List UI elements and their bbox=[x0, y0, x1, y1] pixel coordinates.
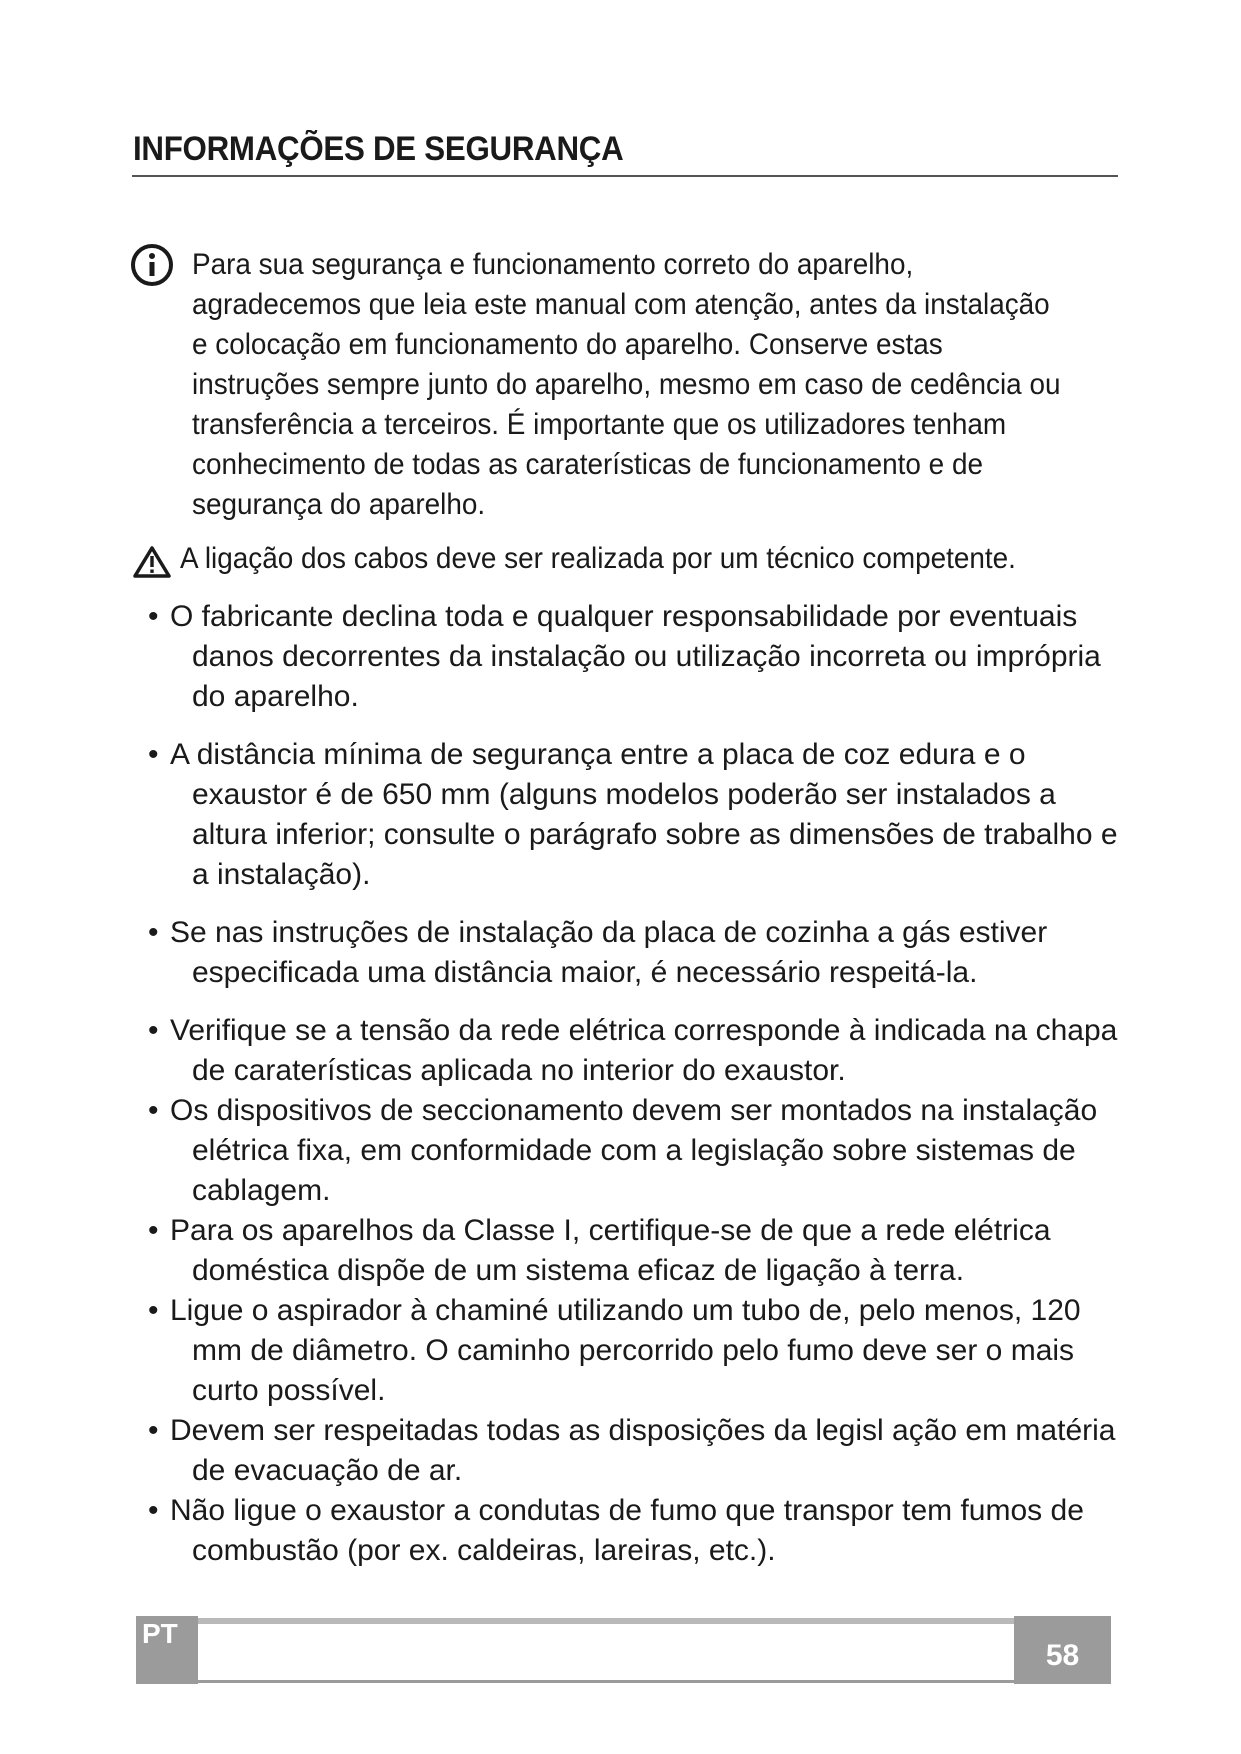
bullet-marker: • bbox=[148, 1214, 159, 1247]
list-item-text: O fabricante declina toda e qualquer responsabilidade por eventuais danos decorrentes da instalação ou utilização incorreta ou imprópria do aparelho. bbox=[170, 600, 1101, 713]
list-item-text: Para os aparelhos da Classe I, certifique-se de que a rede elétrica doméstica dispõe de um sistema eficaz de ligação à terra. bbox=[170, 1214, 1051, 1287]
list-item bbox=[130, 1091, 1130, 1211]
footer-bar bbox=[136, 1618, 1111, 1624]
list-item-text: A distância mínima de segurança entre a placa de coz edura e o exaustor é de 650 mm (alguns modelos poderão ser instalados a altura inferior; consulte o parágrafo sobre as dimensões de trabalho e a instalação). bbox=[170, 738, 1118, 891]
list-item-text: Ligue o aspirador à chaminé utilizando um tubo de, pelo menos, 120 mm de diâmetro. O caminho percorrido pelo fumo deve ser o mais curto possível. bbox=[170, 1294, 1081, 1407]
warning-triangle-icon bbox=[132, 545, 172, 590]
page-title: INFORMAÇÕES DE SEGURANÇA bbox=[133, 130, 624, 168]
title-underline bbox=[132, 175, 1118, 177]
bullet-marker: • bbox=[148, 1494, 159, 1527]
list-item bbox=[130, 1411, 1130, 1491]
list-item bbox=[130, 1011, 1130, 1091]
bullet-marker: • bbox=[148, 1414, 159, 1447]
info-text: Para sua segurança e funcionamento correto do aparelho, agradecemos que leia este manual com atenção, antes da instalação e colocação em funcionamento do aparelho. Conserve estas instruções sempre junto do aparelho, mesmo em caso de cedência ou transferência a terceiros. É importante que os utilizadores tenham conhecimento de todas as caraterísticas de funcionamento e de segurança do aparelho. bbox=[192, 248, 1061, 521]
language-badge: PT bbox=[136, 1616, 198, 1684]
list-item-text: Devem ser respeitadas todas as disposições da legisl ação em matéria de evacuação de ar. bbox=[170, 1414, 1116, 1487]
bullet-marker: • bbox=[148, 738, 159, 771]
page-number: 58 bbox=[1014, 1616, 1111, 1684]
warning-text: A ligação dos cabos deve ser realizada por um técnico competente. bbox=[180, 542, 1016, 575]
bullet-marker: • bbox=[148, 1294, 159, 1327]
safety-content bbox=[130, 245, 1130, 1571]
info-circle-icon bbox=[130, 243, 174, 298]
list-item-text: Verifique se a tensão da rede elétrica corresponde à indicada na chapa de caraterísticas aplicada no interior do exaustor. bbox=[170, 1014, 1118, 1087]
list-item-text: Se nas instruções de instalação da placa de cozinha a gás estiver especificada uma distância maior, é necessário respeitá-la. bbox=[170, 916, 1048, 989]
list-item-text: Os dispositivos de seccionamento devem ser montados na instalação elétrica fixa, em conformidade com a legislação sobre sistemas de cablagem. bbox=[170, 1094, 1098, 1207]
footer-line bbox=[136, 1680, 1111, 1683]
list-item-text: Não ligue o exaustor a condutas de fumo que transpor tem fumos de combustão (por ex. caldeiras, lareiras, etc.). bbox=[170, 1494, 1084, 1567]
warning-paragraph bbox=[130, 539, 1130, 579]
bullet-marker: • bbox=[148, 1094, 159, 1127]
list-item bbox=[130, 1211, 1130, 1291]
bullet-marker: • bbox=[148, 600, 159, 633]
bullet-marker: • bbox=[148, 916, 159, 949]
list-item bbox=[130, 1491, 1130, 1571]
list-item bbox=[130, 735, 1130, 895]
list-item bbox=[130, 1291, 1130, 1411]
bullet-marker: • bbox=[148, 1014, 159, 1047]
info-paragraph bbox=[130, 245, 1130, 525]
list-item bbox=[130, 597, 1130, 717]
list-item bbox=[130, 913, 1130, 993]
